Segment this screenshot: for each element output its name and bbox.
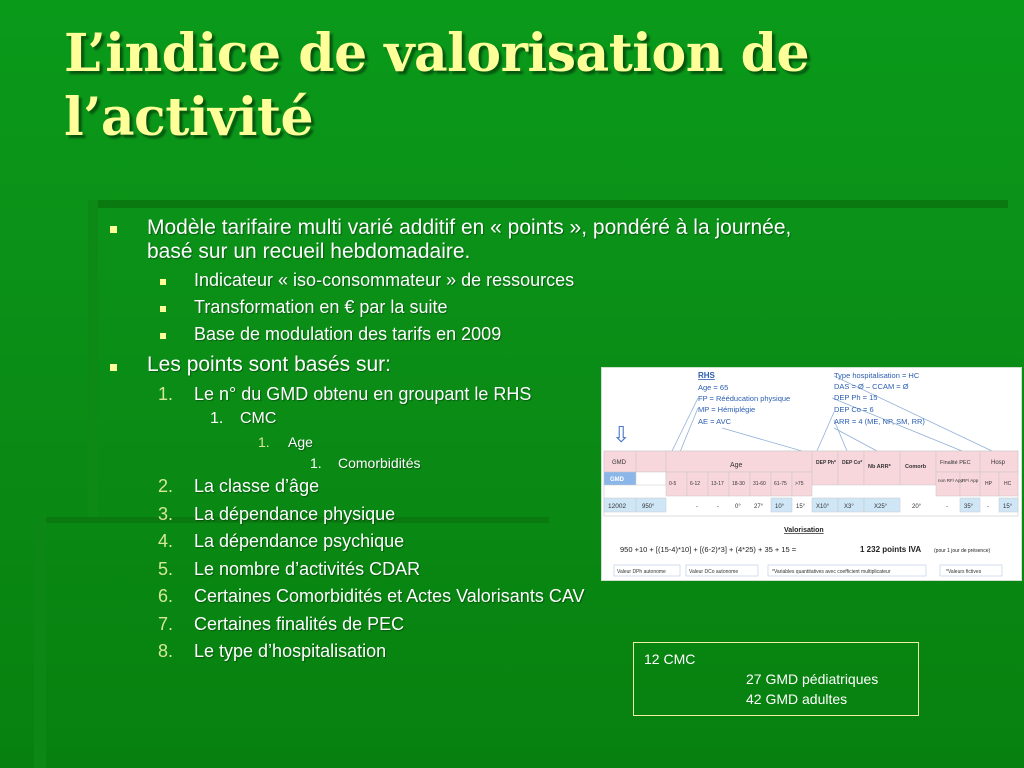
bullet-text: Modèle tarifaire multi varié additif en « points », pondéré à la journée, xyxy=(147,216,792,239)
list-item: Le nombre d’activités CDAR xyxy=(194,559,421,579)
bullet-square-icon xyxy=(160,279,166,285)
note-line-pediatric: 27 GMD pédiatriques xyxy=(746,671,879,687)
valorisation-table xyxy=(604,451,1018,516)
bullet-square-icon xyxy=(160,333,166,339)
ghm-valorisation-figure xyxy=(601,367,1022,581)
row-age-value: 0° xyxy=(735,504,741,510)
down-arrow-icon: ⇩ xyxy=(612,422,631,447)
age-bracket: 31-60 xyxy=(753,481,766,487)
age-bracket: 13-17 xyxy=(711,481,724,487)
list-number: 1. xyxy=(210,410,224,427)
row-dep-co: X3° xyxy=(844,504,854,510)
header-gmd: GMD xyxy=(612,460,626,466)
rhs-mp: MP = Hémiplégie xyxy=(698,405,756,414)
hc-dep-co: DEP Co = 6 xyxy=(834,405,874,414)
list-number: 7. xyxy=(158,614,174,634)
age-bracket: 0-5 xyxy=(669,481,677,487)
list-item: Le type d’hospitalisation xyxy=(194,641,387,661)
header-finalite: Finalité PEC xyxy=(940,460,971,466)
title-line-1: L’indice de valorisation de xyxy=(64,23,810,84)
list-number: 2. xyxy=(158,476,174,496)
figure-svg xyxy=(602,368,1021,580)
gmd-label: GMD xyxy=(610,477,624,483)
title-line-2: l’activité xyxy=(64,87,314,148)
rhs-fp: FP = Rééducation physique xyxy=(698,394,791,403)
rhs-age: Age = 65 xyxy=(698,383,729,392)
row-finalite: - xyxy=(946,504,948,510)
list-item: CMC xyxy=(240,410,277,427)
list-item: Le n° du GMD obtenu en groupant le RHS xyxy=(194,384,532,404)
finalite-sub: non RF/ App xyxy=(938,478,964,483)
list-number: 4. xyxy=(158,531,174,551)
list-number: 1. xyxy=(310,455,322,471)
hosp-sub: HP xyxy=(985,481,992,487)
header-comorb: Comorb xyxy=(905,464,927,470)
row-comorb: 20° xyxy=(912,504,922,510)
list-number: 1. xyxy=(158,384,174,404)
header-nb-arr: Nb ARR* xyxy=(868,464,891,470)
bullet-square-icon xyxy=(160,306,166,312)
sub-bullet-text: Base de modulation des tarifs en 2009 xyxy=(194,324,502,344)
cmc-gmd-note-box xyxy=(633,642,919,716)
row-finalite: 35° xyxy=(964,504,974,510)
list-number: 6. xyxy=(158,586,174,606)
header-hosp: Hosp xyxy=(991,460,1006,466)
age-bracket: >75 xyxy=(795,481,804,487)
rhs-title: RHS xyxy=(698,371,715,380)
note-line-cmc: 12 CMC xyxy=(644,651,696,667)
header-dep-ph: DEP Ph* xyxy=(816,460,836,466)
row-hosp: 15° xyxy=(1003,504,1013,510)
valo-formula: 950 +10 + [(15-4)*10] + [(6-2)*3] + (4*25) + 35 + 15 = xyxy=(620,545,797,554)
list-item: La dépendance psychique xyxy=(194,531,405,551)
list-item: Age xyxy=(288,434,313,450)
valo-result: 1 232 points IVA xyxy=(860,545,922,554)
list-number: 8. xyxy=(158,641,174,661)
hosp-sub: HC xyxy=(1004,481,1012,487)
list-number: 3. xyxy=(158,504,174,524)
age-bracket: 18-30 xyxy=(732,481,745,487)
row-dep-ph: X10° xyxy=(816,504,830,510)
list-item: La dépendance physique xyxy=(194,504,396,524)
list-item: Comorbidités xyxy=(338,455,421,471)
list-item: Certaines finalités de PEC xyxy=(194,614,405,634)
sub-bullet-text: Transformation en € par la suite xyxy=(194,297,448,317)
header-age: Age xyxy=(730,462,743,469)
row-age-value: 10° xyxy=(775,504,785,510)
valo-title: Valorisation xyxy=(784,527,824,534)
hc-das: DAS = Ø – CCAM = Ø xyxy=(834,382,909,391)
legend-dph: Valeur DPh autonome xyxy=(617,569,666,575)
list-item: La classe d’âge xyxy=(194,476,320,496)
row-age-value: - xyxy=(696,504,698,510)
bullet-text: basé sur un recueil hebdomadaire. xyxy=(147,240,471,263)
bullet-square-icon xyxy=(110,226,117,233)
list-item: Certaines Comorbidités et Actes Valorisants CAV xyxy=(194,586,585,606)
row-gmd: 12002 xyxy=(608,503,627,510)
legend-dco: Valeur DCo autonome xyxy=(689,569,739,575)
row-hosp: - xyxy=(987,504,989,510)
hc-dep-ph: DEP Ph = 15 xyxy=(834,393,878,402)
hc-arr: ARR = 4 (ME, NP, SM, RR) xyxy=(834,417,925,426)
bullet-square-icon xyxy=(110,364,117,371)
age-bracket: 61-75 xyxy=(774,481,787,487)
bullet-text: Les points sont basés sur: xyxy=(147,353,391,376)
sub-bullet-text: Indicateur « iso-consommateur » de ressources xyxy=(194,270,575,290)
age-bracket: 6-12 xyxy=(690,481,701,487)
list-number: 5. xyxy=(158,559,174,579)
finalite-sub: RF/ App xyxy=(962,478,979,483)
note-line-adult: 42 GMD adultes xyxy=(746,691,848,707)
rhs-ae: AE = AVC xyxy=(698,417,732,426)
legend-variables: *Variables quantitatives avec coefficient multiplicateur xyxy=(772,569,891,575)
row-age-value: 15° xyxy=(796,504,806,510)
row-nb-arr: X25° xyxy=(874,504,888,510)
hc-type: Type hospitalisation = HC xyxy=(834,371,920,380)
row-base-points: 950° xyxy=(642,504,655,510)
row-age-value: 27° xyxy=(754,504,764,510)
legend-fictives: *Valeurs fictives xyxy=(946,569,982,575)
list-number: 1. xyxy=(258,434,270,450)
header-dep-co: DEP Co* xyxy=(842,460,863,466)
valo-note: (pour 1 jour de présence) xyxy=(934,548,991,554)
row-age-value: - xyxy=(717,504,719,510)
